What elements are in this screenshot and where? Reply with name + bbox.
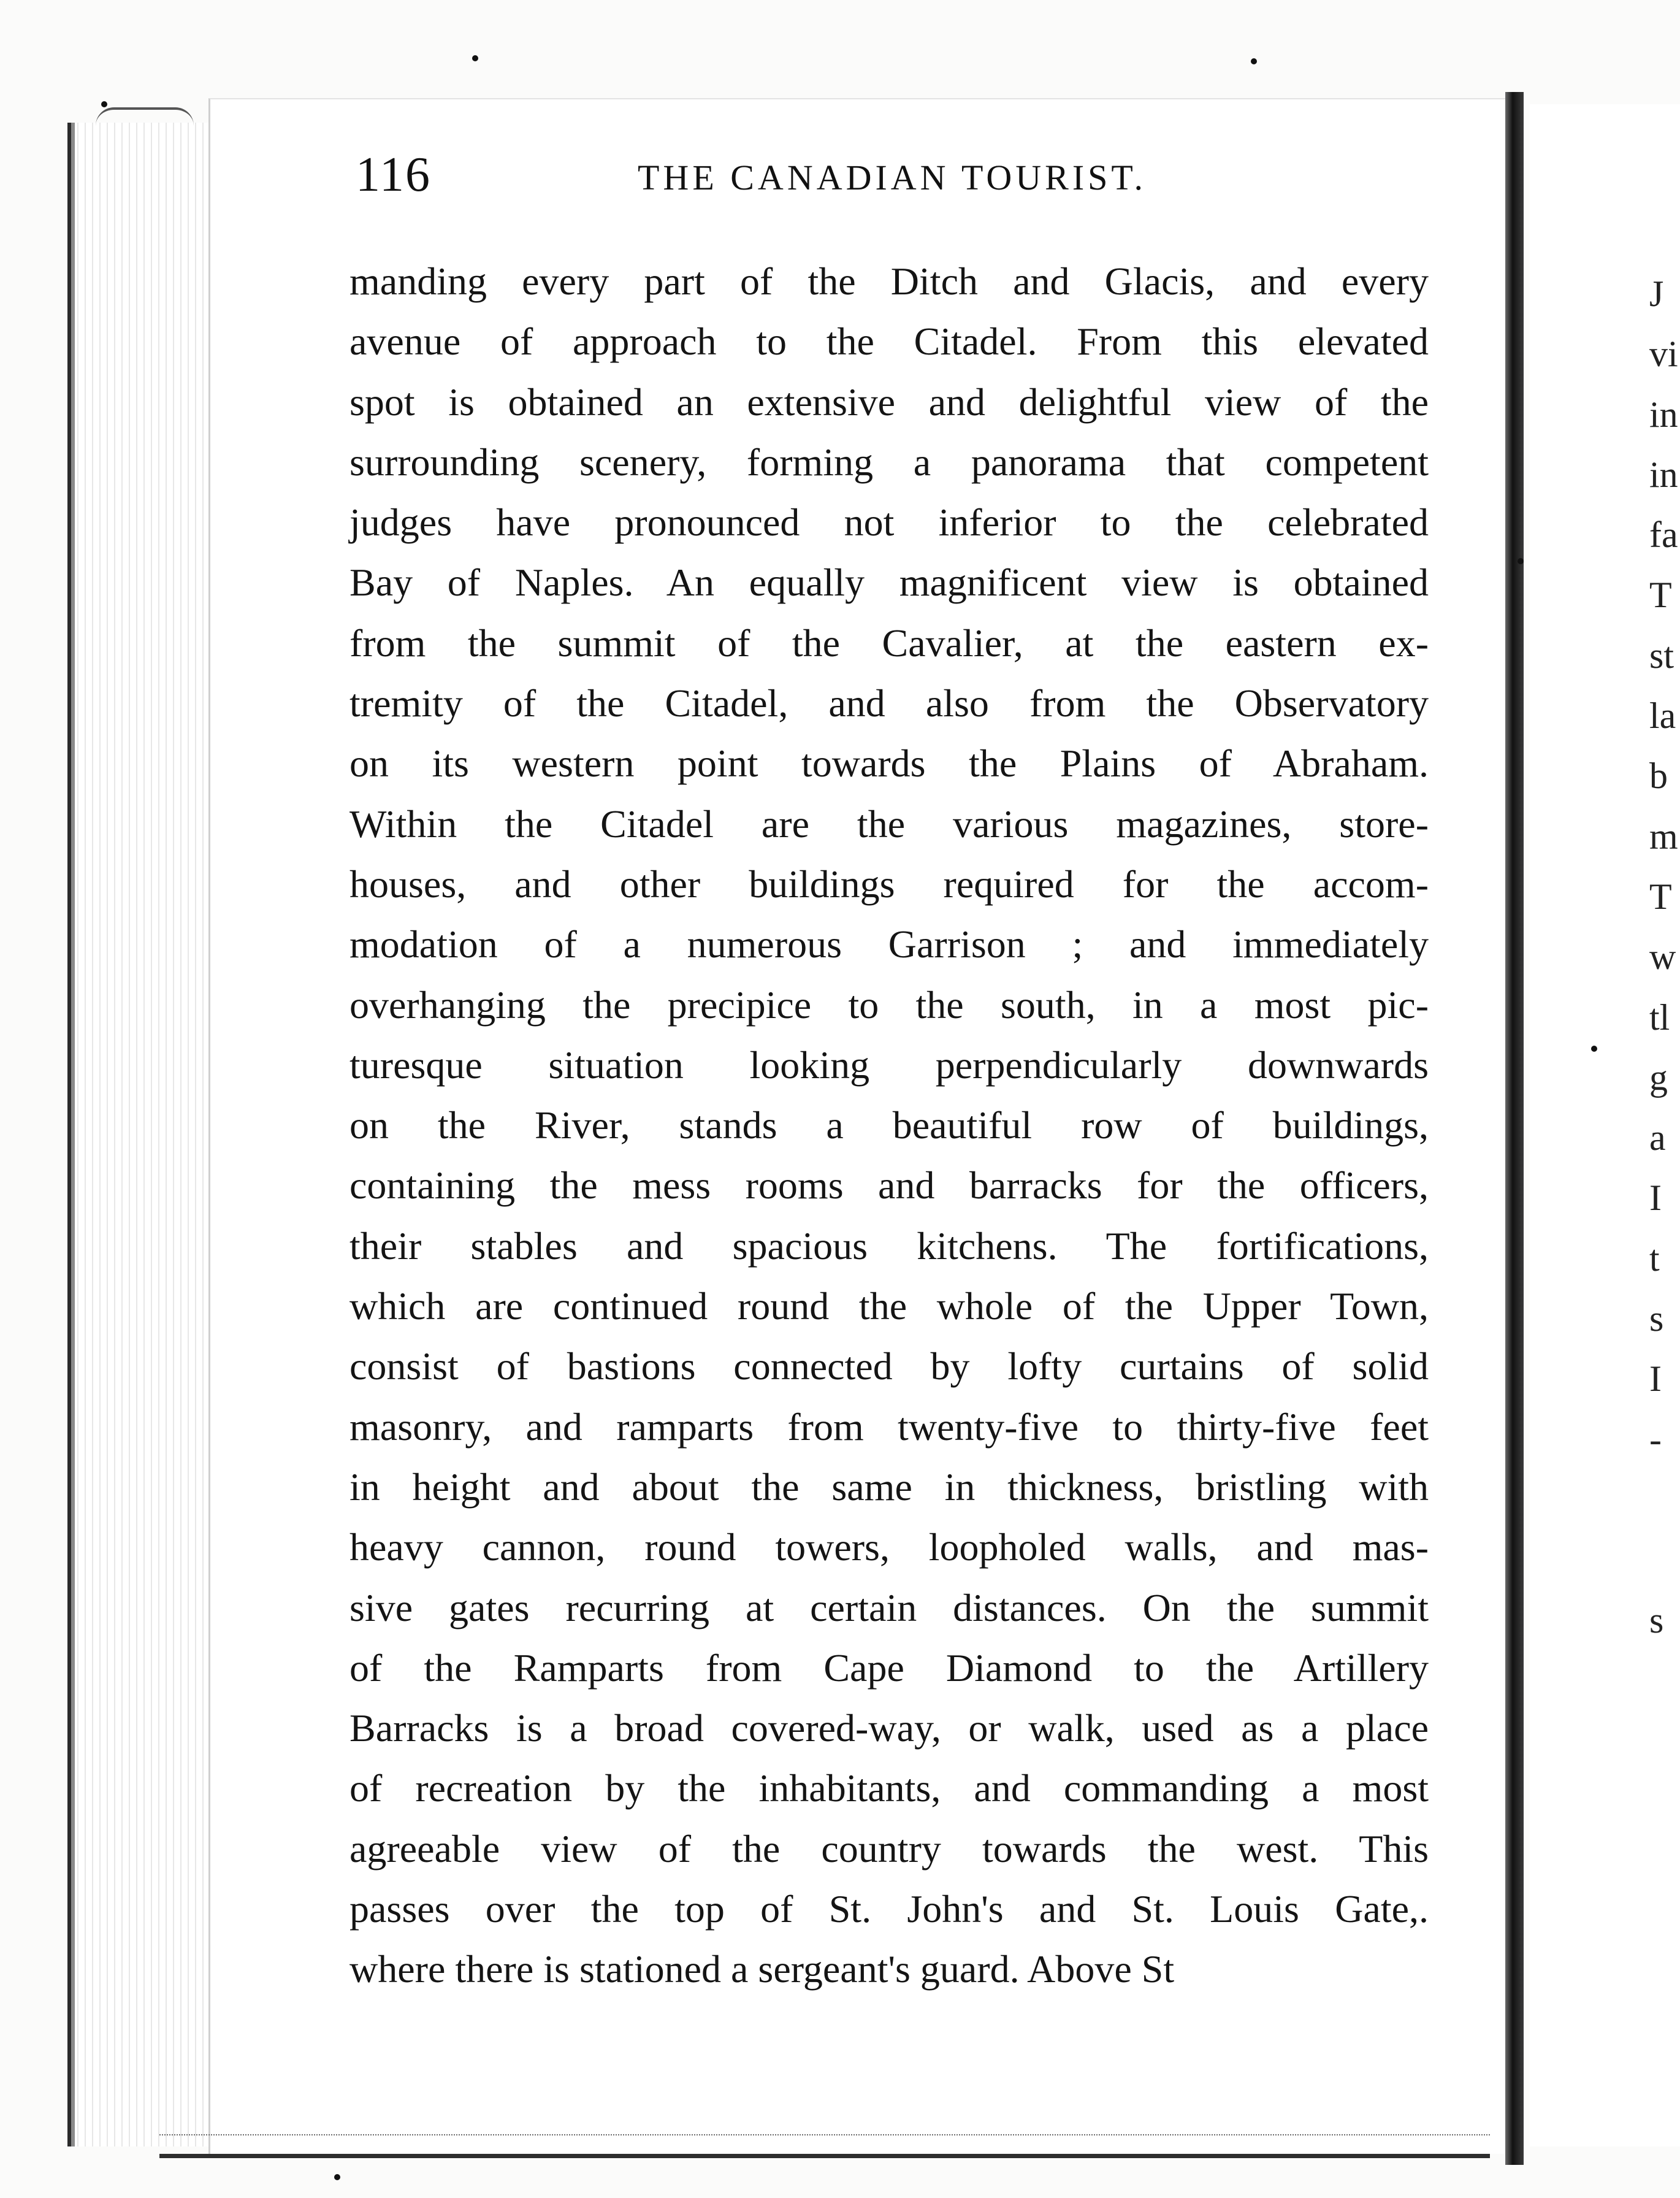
page-header bbox=[356, 147, 1435, 215]
fragment-line: la bbox=[1649, 695, 1676, 737]
text-line: Within the Citadel are the various magazines, store- bbox=[349, 802, 1429, 846]
scan-speck bbox=[1518, 558, 1524, 564]
scan-speck bbox=[101, 101, 107, 107]
fragment-line: s bbox=[1649, 1298, 1664, 1339]
fragment-line: t bbox=[1649, 1238, 1660, 1279]
text-line: on its western point towards the Plains of Abraham. bbox=[349, 741, 1429, 786]
fragment-line: T bbox=[1649, 876, 1672, 917]
scan-speck bbox=[1251, 58, 1257, 64]
fragment-line bbox=[1649, 1530, 1678, 1590]
fragment-line: in bbox=[1649, 394, 1678, 435]
text-line: which are continued round the whole of the Upper Town, bbox=[349, 1284, 1429, 1328]
fragment-line: vi bbox=[1649, 334, 1678, 375]
scan-speck bbox=[1591, 1046, 1597, 1052]
fragment-line: a bbox=[1649, 1117, 1666, 1158]
text-line: houses, and other buildings required for the accom- bbox=[349, 862, 1429, 906]
page-stack-edges bbox=[67, 123, 224, 2146]
fragment-line: st bbox=[1649, 635, 1674, 676]
text-line: of recreation by the inhabitants, and commanding a most bbox=[349, 1766, 1429, 1810]
text-line: in height and about the same in thickness, bristling with bbox=[349, 1465, 1429, 1509]
text-line: heavy cannon, round towers, loopholed walls, and mas- bbox=[349, 1525, 1429, 1569]
text-line: manding every part of the Ditch and Glacis, and every bbox=[349, 259, 1429, 303]
fragment-line bbox=[1649, 1469, 1678, 1530]
running-head: THE CANADIAN TOURIST. bbox=[638, 158, 1147, 197]
text-line: containing the mess rooms and barracks for the officers, bbox=[349, 1163, 1429, 1208]
text-line: Barracks is a broad covered-way, or walk, used as a place bbox=[349, 1706, 1429, 1750]
fragment-line: T bbox=[1649, 575, 1672, 616]
fragment-line: s bbox=[1649, 1599, 1664, 1641]
text-line: of the Ramparts from Cape Diamond to the Artillery bbox=[349, 1645, 1429, 1690]
text-line: modation of a numerous Garrison ; and immediately bbox=[349, 922, 1429, 967]
fragment-line: g bbox=[1649, 1057, 1668, 1098]
page-number: 116 bbox=[356, 148, 432, 202]
text-line: spot is obtained an extensive and delightful view of the bbox=[349, 380, 1429, 424]
text-line: judges have pronounced not inferior to the celebrated bbox=[349, 500, 1429, 545]
facing-page-fragments bbox=[1649, 264, 1678, 1650]
fragment-line: - bbox=[1649, 1419, 1662, 1460]
fragment-line: m bbox=[1649, 816, 1678, 857]
fragment-line: I bbox=[1649, 1178, 1662, 1219]
fragment-line: I bbox=[1649, 1358, 1662, 1400]
scan-speck bbox=[472, 55, 478, 61]
fragment-line: fa bbox=[1649, 515, 1678, 556]
text-line: surrounding scenery, forming a panorama that competent bbox=[349, 440, 1429, 484]
page-bottom-edge bbox=[159, 2134, 1490, 2158]
text-line: avenue of approach to the Citadel. From this elevated bbox=[349, 320, 1429, 364]
text-line: from the summit of the Cavalier, at the eastern ex- bbox=[349, 621, 1429, 665]
fragment-line: b bbox=[1649, 756, 1668, 797]
text-line: passes over the top of St. John's and St. Louis Gate,. bbox=[349, 1887, 1429, 1931]
text-line: agreeable view of the country towards the west. This bbox=[349, 1826, 1429, 1871]
text-line: where there is stationed a sergeant's guard. Above St bbox=[349, 1947, 1175, 1991]
text-line: tremity of the Citadel, and also from the Observatory bbox=[349, 681, 1429, 726]
book-gutter bbox=[1505, 92, 1524, 2165]
text-line: on the River, stands a beautiful row of buildings, bbox=[349, 1103, 1429, 1147]
fragment-line: in bbox=[1649, 454, 1678, 495]
text-line: sive gates recurring at certain distances. On the summit bbox=[349, 1585, 1429, 1629]
scan-speck bbox=[334, 2174, 340, 2180]
fragment-line: w bbox=[1649, 936, 1676, 978]
text-line: turesque situation looking perpendicularly downwards bbox=[349, 1043, 1429, 1087]
text-line: their stables and spacious kitchens. The fortifications, bbox=[349, 1223, 1429, 1268]
fragment-line: tl bbox=[1649, 997, 1670, 1038]
text-line: consist of bastions connected by lofty curtains of solid bbox=[349, 1344, 1429, 1388]
text-line: Bay of Naples. An equally magnificent view is obtained bbox=[349, 561, 1429, 605]
text-line: overhanging the precipice to the south, in a most pic- bbox=[349, 982, 1429, 1027]
fragment-line: J bbox=[1649, 274, 1664, 314]
body-text bbox=[349, 251, 1429, 2000]
text-line: masonry, and ramparts from twenty-five to thirty-five feet bbox=[349, 1404, 1429, 1449]
